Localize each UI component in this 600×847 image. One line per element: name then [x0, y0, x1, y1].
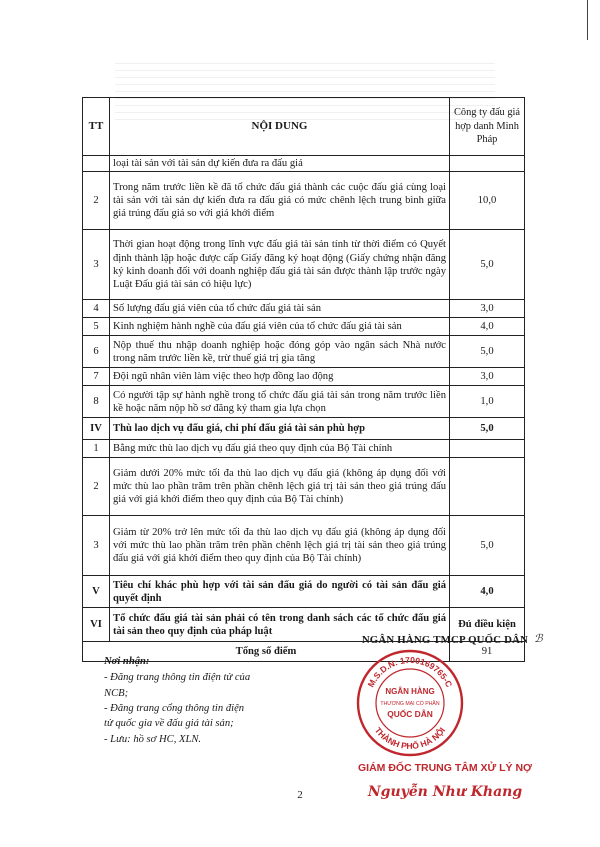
row-score: 1,0	[450, 386, 525, 418]
organization-name: NGÂN HÀNG TMCP QUỐC DÂN	[361, 634, 529, 646]
header-tt: TT	[83, 98, 110, 156]
row-score: 3,0	[450, 368, 525, 386]
row-content: Thời gian hoạt động trong lĩnh vực đấu giá tài sản tính từ thời điểm có Quyết định thành lập hoặc được cấp Giấy đăng ký hoạt động (Giấy chứng nhận đăng ký kinh doanh đối với doanh nghiệp đấu giá tài sản được thành lập trước ngày Luật Đấu giá tài sản có hiệu lực)	[110, 230, 450, 300]
seal-line-1: NGÂN HÀNG	[385, 687, 435, 696]
company-seal	[355, 648, 465, 758]
table-header-row	[83, 98, 525, 156]
row-score	[450, 156, 525, 172]
row-content: Giảm dưới 20% mức tối đa thù lao dịch vụ đấu giá (không áp dụng đối với mức thù lao phần trăm trên phần chênh lệch giá trị tài sản theo giá trúng đấu giá với giá khởi điểm theo quy định của Bộ Tài chính)	[110, 458, 450, 516]
table-row	[83, 516, 525, 576]
row-number: 1	[83, 440, 110, 458]
page-number: 2	[297, 789, 303, 801]
row-score: 3,0	[450, 300, 525, 318]
seal-line-2: THƯƠNG MẠI CỔ PHẦN	[380, 701, 440, 707]
row-score: 5,0	[450, 516, 525, 576]
row-content: Bằng mức thù lao dịch vụ đấu giá theo quy định của Bộ Tài chính	[110, 440, 450, 458]
section-row	[83, 576, 525, 608]
table-row	[83, 386, 525, 418]
seal-bottom-text: THÀNH PHỐ HÀ NỘI	[372, 725, 448, 752]
table-row	[83, 440, 525, 458]
page-edge-line	[587, 0, 588, 40]
table-row	[83, 336, 525, 368]
row-content: Trong năm trước liền kề đã tổ chức đấu giá thành các cuộc đấu giá cùng loại tài sản với tài sản dự kiến đưa ra đấu giá có mức chênh lệch trung bình giữa giá trúng đấu giá so với giá khởi điểm	[110, 172, 450, 230]
row-score: 4,0	[450, 318, 525, 336]
row-score: Đủ điều kiện	[450, 608, 525, 642]
recipient-item: - Đăng trang thông tin điện tử của NCB;	[104, 672, 251, 699]
row-content: Nộp thuế thu nhập doanh nghiệp hoặc đóng góp vào ngân sách Nhà nước trong năm trước liền kề, trừ thuế giá trị gia tăng	[110, 336, 450, 368]
signer-position: GIÁM ĐỐC TRUNG TÂM XỬ LÝ NỢ	[358, 762, 532, 774]
row-content: Tổ chức đấu giá tài sản phải có tên trong danh sách các tổ chức đấu giá tài sản theo quy định của pháp luật	[110, 608, 450, 642]
row-number: 3	[83, 230, 110, 300]
row-number: 2	[83, 172, 110, 230]
seal-top-text: M.S.D.N: 1700169765-C	[365, 654, 455, 689]
row-score	[450, 458, 525, 516]
row-content: Có người tập sự hành nghề trong tổ chức đấu giá tài sản trong năm trước liền kề hoặc năm nộp hồ sơ đăng ký tham gia lựa chọn	[110, 386, 450, 418]
table-row	[83, 458, 525, 516]
table-row	[83, 172, 525, 230]
row-content: Số lượng đấu giá viên của tổ chức đấu giá tài sản	[110, 300, 450, 318]
row-number: 7	[83, 368, 110, 386]
table-row	[83, 156, 525, 172]
row-score: 10,0	[450, 172, 525, 230]
row-number	[83, 156, 110, 172]
row-number: 6	[83, 336, 110, 368]
row-number: 5	[83, 318, 110, 336]
row-content: Kinh nghiệm hành nghề của đấu giá viên của tổ chức đấu giá tài sản	[110, 318, 450, 336]
row-content: Giảm từ 20% trở lên mức tối đa thù lao dịch vụ đấu giá (không áp dụng đối với mức thù lao phần trăm trên phần chênh lệch giá trị tài sản theo giá trúng đấu giá với giá khởi điểm theo quy định của Bộ Tài chính)	[110, 516, 450, 576]
total-value: 91	[450, 642, 525, 662]
recipients-block	[104, 654, 254, 747]
seal-line-3: QUỐC DÂN	[387, 709, 433, 719]
row-content: Tiêu chí khác phù hợp với tài sản đấu giá do người có tài sản đấu giá quyết định	[110, 576, 450, 608]
section-row	[83, 418, 525, 440]
row-number: 3	[83, 516, 110, 576]
row-number: 2	[83, 458, 110, 516]
table-row	[83, 230, 525, 300]
row-score: 5,0	[450, 230, 525, 300]
signer-name: Nguyễn Như Khang	[367, 784, 523, 800]
row-number: IV	[83, 418, 110, 440]
recipient-item: - Lưu: hồ sơ HC, XLN.	[104, 733, 202, 745]
recipients-title: Nơi nhận:	[104, 656, 150, 667]
recipient-item: - Đăng trang cổng thông tin điện tử quốc gia về đấu giá tài sản;	[104, 703, 245, 730]
table-row	[83, 318, 525, 336]
header-score: Công ty đấu giá hợp danh Minh Pháp	[450, 98, 525, 156]
score-table	[82, 97, 525, 662]
row-content: Đội ngũ nhân viên làm việc theo hợp đồng lao động	[110, 368, 450, 386]
row-content: Thù lao dịch vụ đấu giá, chi phí đấu giá tài sản phù hợp	[110, 418, 450, 440]
row-content: loại tài sản với tài sản dự kiến đưa ra đấu giá	[110, 156, 450, 172]
row-score: 5,0	[450, 336, 525, 368]
table-row	[83, 300, 525, 318]
row-score: 4,0	[450, 576, 525, 608]
row-number: VI	[83, 608, 110, 642]
total-label: Tổng số điểm	[83, 642, 450, 662]
row-number: V	[83, 576, 110, 608]
row-score: 5,0	[450, 418, 525, 440]
row-score	[450, 440, 525, 458]
table-row	[83, 368, 525, 386]
row-number: 8	[83, 386, 110, 418]
initial-mark: ℬ	[534, 632, 543, 645]
row-number: 4	[83, 300, 110, 318]
header-content: NỘI DUNG	[110, 98, 450, 156]
